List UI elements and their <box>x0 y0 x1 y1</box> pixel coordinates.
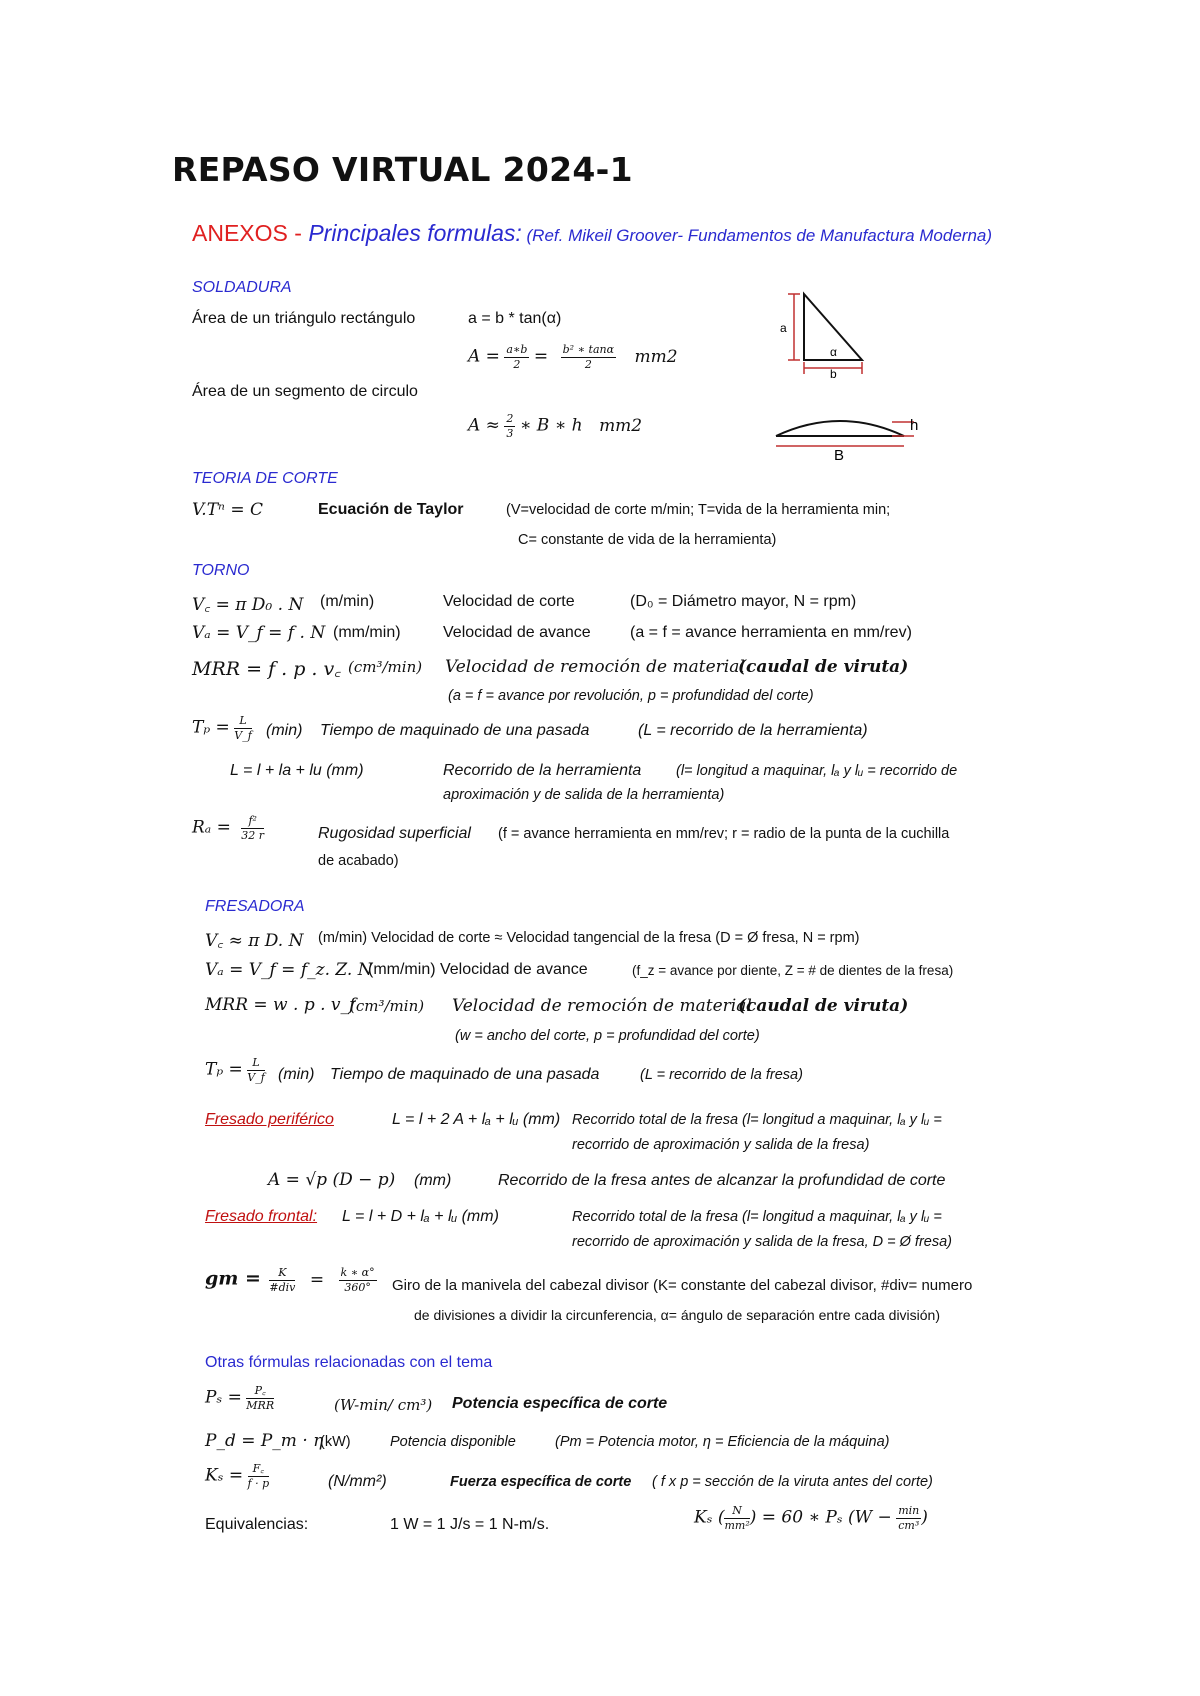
fresa-mrr-name: Velocidad de remoción de material <box>452 996 752 1016</box>
torno-tp-desc: (L = recorrido de la herramienta) <box>638 722 868 739</box>
otras-heading: Otras fórmulas relacionadas con el tema <box>205 1354 493 1371</box>
segment-rhs: ∗ B ∗ h <box>519 415 583 436</box>
fresa-va-desc: (mm/min) Velocidad de avance <box>368 961 588 978</box>
torno-heading: TORNO <box>192 562 250 579</box>
torno-ra-desc-2: de acabado) <box>318 853 399 869</box>
taylor-desc-2: C= constante de vida de la herramienta) <box>518 532 777 548</box>
torno-tp-name: Tiempo de maquinado de una pasada <box>320 722 590 739</box>
torno-va-name: Velocidad de avance <box>443 624 591 641</box>
gm-desc-1: Giro de la manivela del cabezal divisor (K= constante del cabezal divisor, #div= numero <box>392 1277 973 1294</box>
equivalencias-value: 1 W = 1 J/s = 1 N-m/s. <box>390 1516 550 1533</box>
torno-va-formula: Vₐ = V_f = f . N <box>192 623 326 643</box>
anexos-main: Principales formulas: <box>308 220 522 246</box>
gm-formula: gm = $\frac{K}{\text{\#div}}$ = $\frac{k ∗ \alpha^\circ}{360^\circ}$ <box>205 1266 375 1294</box>
fresado-frontal-desc: recorrido de aproximación y salida de la fresa, D = Ø fresa) <box>572 1234 952 1250</box>
right-triangle-diagram <box>780 288 880 380</box>
torno-L-name: Recorrido de la herramienta <box>443 762 642 779</box>
gm-desc-2: de divisiones a dividir la circunferencia, α= ángulo de separación entre cada división) <box>414 1307 941 1323</box>
triangle-formula: a = b * tan(α) <box>468 310 562 327</box>
fresado-frontal-formula: L = l + D + lₐ + lᵤ (mm) <box>342 1208 499 1225</box>
torno-ra-formula: Rₐ = $\frac{\text{f²}}{32 r}$ <box>192 814 265 842</box>
segment-area-formula <box>468 412 642 441</box>
equivalencias-label: Equivalencias: <box>205 1516 309 1533</box>
pd-unit: (kW) <box>320 1434 351 1450</box>
ks-desc: ( f x p = sección de la viruta antes del corte) <box>652 1474 933 1490</box>
anexos-ref: (Ref. Mikeil Groover- Fundamentos de Manufactura Moderna) <box>521 226 993 245</box>
triangle-area-formula <box>468 343 678 372</box>
ps-formula: Pₛ = $\frac{P꜀}{\text{MRR}}$ <box>205 1384 275 1412</box>
triangle-side-a: a <box>780 321 787 335</box>
fresa-vc-desc: (m/min) Velocidad de corte ≈ Velocidad tangencial de la fresa (D = Ø fresa, N = rpm) <box>318 930 860 946</box>
torno-mrr-unit: (cm³/min) <box>348 658 423 676</box>
taylor-desc-1: (V=velocidad de corte m/min; T=vida de la herramienta min; <box>506 502 891 518</box>
fresado-periferico-formula: L = l + 2 A + lₐ + lᵤ (mm) <box>392 1111 561 1128</box>
ks-unit: (N/mm²) <box>328 1473 387 1490</box>
fresa-A-formula: A = √p (D − p) <box>268 1170 396 1190</box>
torno-va-unit: (mm/min) <box>333 624 401 641</box>
fresa-mrr-unit: (cm³/min) <box>350 997 425 1015</box>
corte-heading: TEORIA DE CORTE <box>192 470 338 487</box>
fresa-tp-name: Tiempo de maquinado de una pasada <box>330 1066 600 1083</box>
pd-name: Potencia disponible <box>390 1434 516 1450</box>
triangle-frac-1: $\frac{a∗b}{2}$ <box>506 343 528 371</box>
torno-L-desc-1: (l= longitud a maquinar, lₐ y lᵤ = recorrido de <box>676 763 958 779</box>
taylor-formula: V.Tⁿ = C <box>192 500 263 520</box>
torno-L-desc-2: aproximación y de salida de la herramienta) <box>443 787 725 803</box>
torno-mrr-bold: (caudal de viruta) <box>738 657 909 677</box>
segment-lhs: A ≈ <box>468 415 500 436</box>
segment-frac: $\frac{2}{3}$ <box>506 412 514 440</box>
taylor-name: Ecuación de Taylor <box>318 501 464 518</box>
fresado-frontal-label: Fresado frontal: <box>205 1208 318 1225</box>
torno-mrr-formula: MRR = f . p . v꜀ <box>192 658 341 680</box>
torno-mrr-desc: (a = f = avance por revolución, p = profundidad del corte) <box>448 688 814 704</box>
segment-area-label: Área de un segmento de circulo <box>192 383 418 400</box>
fresa-tp-desc: (L = recorrido de la fresa) <box>640 1067 803 1083</box>
segment-unit: mm2 <box>599 415 643 436</box>
torno-vc-unit: (m/min) <box>320 593 375 610</box>
triangle-side-b: b <box>830 367 837 380</box>
fresa-va-note: (f_z = avance por diente, Z = # de dientes de la fresa) <box>632 963 954 978</box>
fresadora-heading: FRESADORA <box>205 898 305 915</box>
circle-segment-diagram <box>772 410 922 462</box>
soldadura-heading: SOLDADURA <box>192 279 292 296</box>
fresa-mrr-bold: (caudal de viruta) <box>738 996 909 1016</box>
torno-vc-formula: V꜀ = π D₀ . N <box>192 595 304 615</box>
torno-va-desc: (a = f = avance herramienta en mm/rev) <box>630 624 912 641</box>
triangle-eq: = <box>533 346 549 367</box>
ks-formula: Kₛ = $\frac{F꜀}{f \cdot p}$ <box>205 1462 270 1490</box>
fresa-va-formula: Vₐ = V_f = f_z. Z. N <box>205 960 373 980</box>
ks-name: Fuerza específica de corte <box>450 1474 632 1490</box>
fresa-A-desc: Recorrido de la fresa antes de alcanzar la profundidad de corte <box>498 1172 946 1189</box>
ps-name: Potencia específica de corte <box>452 1395 668 1412</box>
triangle-area-lhs: A = <box>468 346 500 367</box>
fresado-periferico-name: Recorrido total de la fresa (l= longitud a maquinar, lₐ y lᵤ = <box>572 1112 942 1128</box>
torno-ra-desc-1: (f = avance herramienta en mm/rev; r = radio de la punta de la cuchilla <box>498 826 950 842</box>
triangle-area-label: Área de un triángulo rectángulo <box>192 310 416 327</box>
fresa-mrr-formula: MRR = w . p . v_f <box>205 995 356 1015</box>
torno-vc-name: Velocidad de corte <box>443 593 575 610</box>
torno-tp-formula: Tₚ = $\frac{L}{V\_f}$ <box>192 714 252 742</box>
page-title: REPASO VIRTUAL 2024-1 <box>172 150 633 189</box>
triangle-unit: mm2 <box>634 346 678 367</box>
anexos-label: ANEXOS <box>192 220 288 246</box>
torno-vc-desc: (D₀ = Diámetro mayor, N = rpm) <box>630 593 857 610</box>
anexos-dash: - <box>287 220 309 246</box>
ks-ps-equivalence: Kₛ ( $\frac{N}{\text{mm²}}$ ) = 60 ∗ Pₛ (W − $\frac{\min}{\text{cm³}}$ ) <box>694 1504 928 1532</box>
segment-base-B: B <box>834 447 845 462</box>
torno-ra-name: Rugosidad superficial <box>318 825 471 842</box>
segment-height-h: h <box>910 417 919 434</box>
fresado-periferico-desc: recorrido de aproximación y salida de la fresa) <box>572 1137 870 1153</box>
torno-L-formula: L = l + la + lu (mm) <box>230 762 364 779</box>
pd-desc: (Pm = Potencia motor, η = Eficiencia de la máquina) <box>555 1434 890 1450</box>
torno-mrr-name: Velocidad de remoción de material <box>445 657 745 677</box>
fresa-vc-formula: V꜀ ≈ π D. N <box>205 931 304 951</box>
torno-tp-unit: (min) <box>266 722 303 739</box>
triangle-angle-alpha: α <box>830 345 837 359</box>
fresa-tp-unit: (min) <box>278 1066 315 1083</box>
triangle-frac-2: $\frac{\text{b² ∗ tanα}}{2}$ <box>562 343 615 371</box>
anexos-heading <box>192 220 992 247</box>
fresa-mrr-desc: (w = ancho del corte, p = profundidad del corte) <box>455 1028 760 1044</box>
fresa-A-unit: (mm) <box>414 1172 452 1189</box>
fresa-tp-formula: Tₚ = $\frac{L}{V\_f}$ <box>205 1056 265 1084</box>
fresado-periferico-label: Fresado periférico <box>205 1111 334 1128</box>
pd-formula: P_d = P_m · η <box>205 1431 324 1451</box>
ps-unit: (W-min/ cm³) <box>334 1396 433 1414</box>
fresado-frontal-name: Recorrido total de la fresa (l= longitud a maquinar, lₐ y lᵤ = <box>572 1209 942 1225</box>
